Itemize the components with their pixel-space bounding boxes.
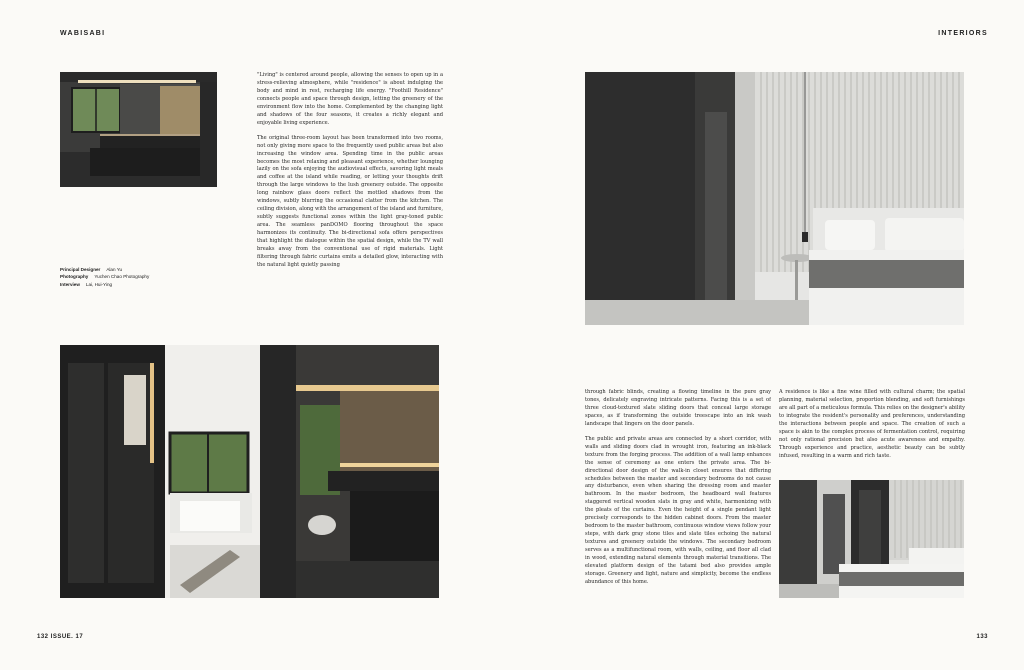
section-category-header: INTERIORS — [938, 30, 988, 37]
closet-bathroom-photo — [60, 345, 439, 598]
paragraph: "Living" is centered around people, allowing the senses to open up in a stress-relieving atmosphere, while "residence" is about indulging the body and mind in rest, recharging life energy. "Foothill Residence" connects people and space through design, letting the greenery of the environment flow into the home. Complemented by the changing light and shadows of the four seasons, it creates a richly elegant and enjoyable living experience. — [257, 72, 443, 126]
magazine-section-header: WABISABI — [60, 30, 106, 37]
article-column-1 — [257, 72, 443, 290]
bathroom-photo — [60, 72, 217, 187]
credit-line: Photography Yuchen Chao Photography — [60, 274, 150, 280]
right-page-folio: 133 — [976, 634, 988, 640]
credits-block — [60, 266, 149, 288]
paragraph: A residence is like a fine wine filled with cultural charm; the spatial planning, material selection, proportion blending, and soft furnishings are all part of a meticulous formula. This relies on the designer's ability to integrate the resident's personality and preferences, understanding the interactions between people and space. The creation of such a space is akin to the complex process of fermentation control, requiring not only rational precision but also acute awareness and empathy. Through experience and practice, aesthetic beauty can be subtly infused, resulting in a warm and rich taste. — [779, 389, 965, 459]
left-page-folio: 132 ISSUE. 17 — [37, 634, 84, 640]
paragraph: through fabric blinds, creating a flowing timeline in the pure gray tones, delicately engraving intricate patterns. Facing this is a set of three cloud-textured slate sliding doors that conceal large storage spaces, as if transforming the outside treescape into an ink wash landscape that lingers on the door panels. — [585, 389, 771, 427]
article-column-2 — [585, 389, 771, 600]
article-column-3 — [779, 389, 965, 471]
secondary-bedroom-photo — [779, 480, 964, 598]
credit-line: Principal Designer Alan Yu — [60, 267, 123, 272]
paragraph: The public and private areas are connected by a short corridor, with walls and sliding doors clad in wrought iron, featuring an ink-black texture from the forging process. The addition of a wall lamp enhances the sense of ceremony as one enters the private area. The bi-directional door design of the walk-in closet ensures that differing schedules between the master and secondary bedrooms do not cause any disturbance, even when sharing the dressing room and master bathroom. In the master bedroom, the headboard wall features staggered vertical wooden slats in gray and white, harmonizing with the pleats of the curtains. Even the height of a single pendant light precisely corresponds to the hidden cabinet doors. From the master bedroom to the master bathroom, continuous window views follow your steps, with dark gray stone tiles and slate tiles echoing the natural textures and greenery outside the windows. The secondary bedroom serves as a multifunctional room, with walls, ceiling, and floor all clad in wood, extending natural elements through material transitions. The elevated platform design of the tatami bed also provides ample storage. Greenery and light, nature and simplicity, become the endless abundance of this home. — [585, 435, 771, 585]
master-bedroom-photo — [585, 72, 964, 325]
paragraph: The original three-room layout has been transformed into two rooms, not only giving more space to the frequently used public areas but also increasing the window area. Spending time in the public areas becomes the most relaxing and pleasant experience, whether lounging lazily on the sofa enjoying the audiovisual effects, savoring light meals and coffee at the island while reading, or letting your thoughts drift through the large windows to the lush greenery outside. The opposite long rainbow glass doors reflect the mottled shadows from the windows, subtly blurring the occasional clatter from the kitchen. The ceiling division, along with the arrangement of the island and furniture, subtly suggests functional zones within the light gray-toned public area. The seamless panDOMO flooring throughout the space harmonizes its continuity. The bi-directional sofa offers perspectives that highlight the dialogue within the spatial design, while the TV wall breaks away from the conventional use of rigid materials. Light filtering through fabric curtains emits a detailed glow, interacting with the natural light quietly passing — [257, 134, 443, 268]
credit-line: Interview Lai, Hui-Ying — [60, 281, 113, 287]
